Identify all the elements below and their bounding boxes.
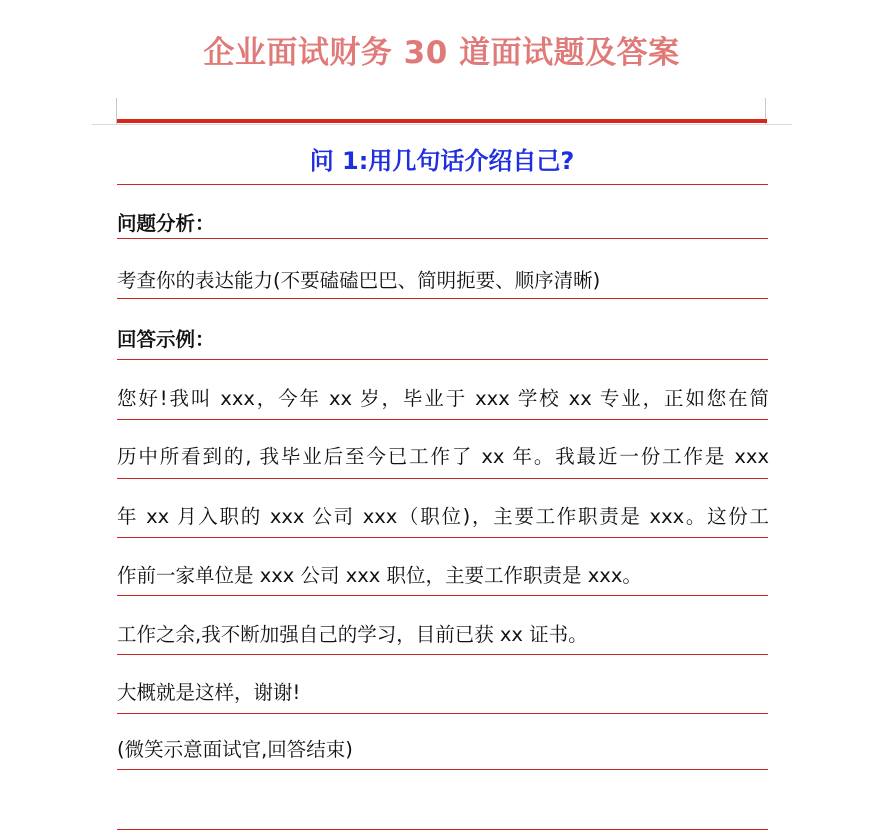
underline-rule — [117, 419, 768, 420]
underline-rule — [117, 238, 768, 239]
question-heading: 问 1:用几句话介绍自己? — [309, 147, 575, 175]
analysis-text: 考查你的表达能力(不要磕磕巴巴、简明扼要、顺序清晰) — [117, 269, 601, 292]
header-gray-rule — [92, 124, 792, 125]
underline-rule — [117, 184, 768, 185]
answer-line: 工作之余,我不断加强自己的学习，目前已获 xx 证书。 — [117, 623, 588, 646]
analysis-label: 问题分析： — [117, 212, 215, 235]
underline-rule — [117, 654, 768, 655]
underline-rule — [117, 298, 768, 299]
underline-rule — [117, 769, 768, 770]
underline-rule — [117, 713, 768, 714]
header-red-bar — [117, 119, 767, 123]
underline-rule — [117, 537, 768, 538]
document-title: 企业面试财务 30 道面试题及答案 — [203, 35, 680, 71]
answer-line: 作前一家单位是 xxx 公司 xxx 职位，主要工作职责是 xxx。 — [117, 564, 642, 587]
underline-rule — [117, 359, 768, 360]
underline-rule — [117, 595, 768, 596]
answer-line: 大概就是这样，谢谢! — [117, 681, 301, 704]
answer-line: 历中所看到的, 我毕业后至今已工作了 xx 年。我最近一份工作是 xxx — [117, 445, 769, 468]
answer-label: 回答示例： — [117, 328, 215, 351]
underline-rule — [117, 478, 768, 479]
answer-line: 年 xx 月入职的 xxx 公司 xxx（职位)，主要工作职责是 xxx。这份工 — [117, 505, 769, 528]
answer-line: (微笑示意面试官,回答结束) — [117, 738, 353, 761]
underline-rule — [117, 829, 768, 830]
answer-line: 您好!我叫 xxx，今年 xx 岁，毕业于 xxx 学校 xx 专业，正如您在简 — [117, 387, 769, 410]
